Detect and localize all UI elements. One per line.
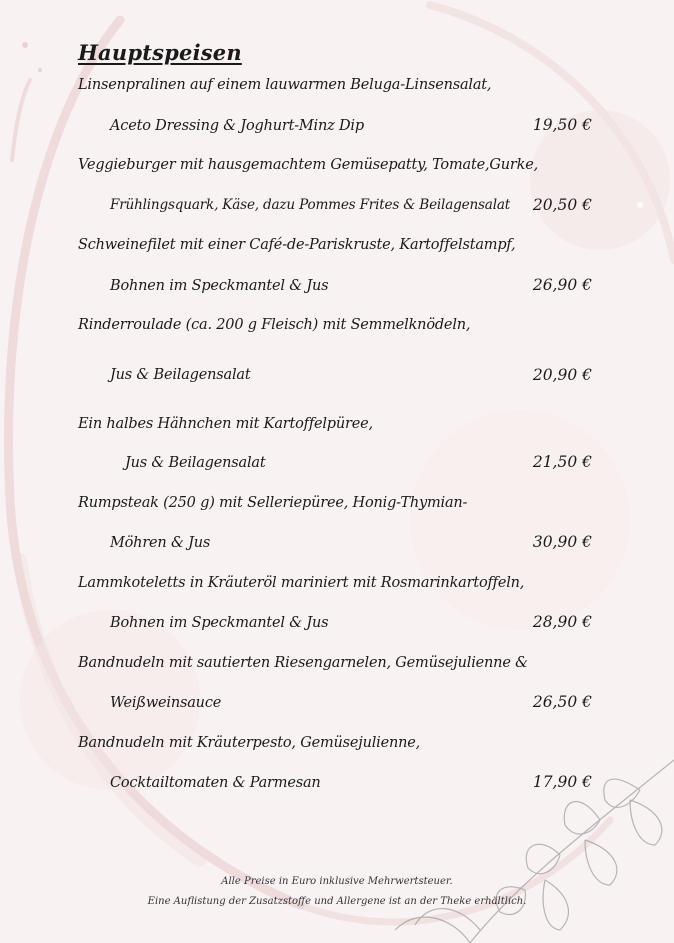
dish-4-description-line-2: Jus & Beilagensalat [110, 367, 251, 383]
dish-3-price: 26,90 € [532, 276, 592, 294]
dish-9-description-line-1: Bandnudeln mit Kräuterpesto, Gemüsejulienne, [78, 735, 421, 751]
dish-3-description-line-2: Bohnen im Speckmantel & Jus [110, 278, 329, 294]
dish-5-description-line-1: Ein halbes Hähnchen mit Kartoffelpüree, [78, 416, 373, 432]
dish-2-description-line-2: Frühlingsquark, Käse, dazu Pommes Frites & Beilagensalat [110, 197, 511, 213]
dish-6-description-line-2: Möhren & Jus [110, 535, 211, 551]
dish-7-description-line-2: Bohnen im Speckmantel & Jus [110, 615, 329, 631]
dish-4-description-line-1: Rinderroulade (ca. 200 g Fleisch) mit Semmelknödeln, [78, 317, 471, 333]
dish-5-description-line-2: Jus & Beilagensalat [125, 455, 266, 471]
dish-3-description-line-1: Schweinefilet mit einer Café-de-Pariskruste, Kartoffelstampf, [78, 237, 516, 253]
dish-4-price: 20,90 € [532, 366, 592, 384]
footer-allergen-note: Eine Auflistung der Zusatzstoffe und Allergene ist an der Theke erhältlich. [147, 896, 527, 907]
dish-5-price: 21,50 € [532, 453, 592, 471]
dish-6-price: 30,90 € [532, 533, 592, 551]
dish-9-price: 17,90 € [532, 773, 592, 791]
dish-2-description-line-1: Veggieburger mit hausgemachtem Gemüsepatty, Tomate,Gurke, [78, 157, 538, 173]
dish-1-description-line-2: Aceto Dressing & Joghurt-Minz Dip [110, 118, 364, 134]
dish-2-price: 20,50 € [532, 196, 592, 214]
dish-8-price: 26,50 € [532, 693, 592, 711]
dish-8-description-line-1: Bandnudeln mit sautierten Riesengarnelen, Gemüsejulienne & [78, 655, 528, 671]
dish-8-description-line-2: Weißweinsauce [110, 695, 222, 711]
dish-7-description-line-1: Lammkoteletts in Kräuteröl mariniert mit Rosmarinkartoffeln, [78, 575, 525, 591]
dish-1-description-line-1: Linsenpralinen auf einem lauwarmen Beluga-Linsensalat, [78, 77, 492, 93]
menu-title: Hauptspeisen [78, 40, 242, 65]
dish-1-price: 19,50 € [532, 116, 592, 134]
dish-9-description-line-2: Cocktailtomaten & Parmesan [110, 775, 321, 791]
dish-6-description-line-1: Rumpsteak (250 g) mit Selleriepüree, Honig-Thymian- [78, 495, 468, 511]
footer-vat-note: Alle Preise in Euro inklusive Mehrwertsteuer. [221, 876, 453, 887]
dish-7-price: 28,90 € [532, 613, 592, 631]
